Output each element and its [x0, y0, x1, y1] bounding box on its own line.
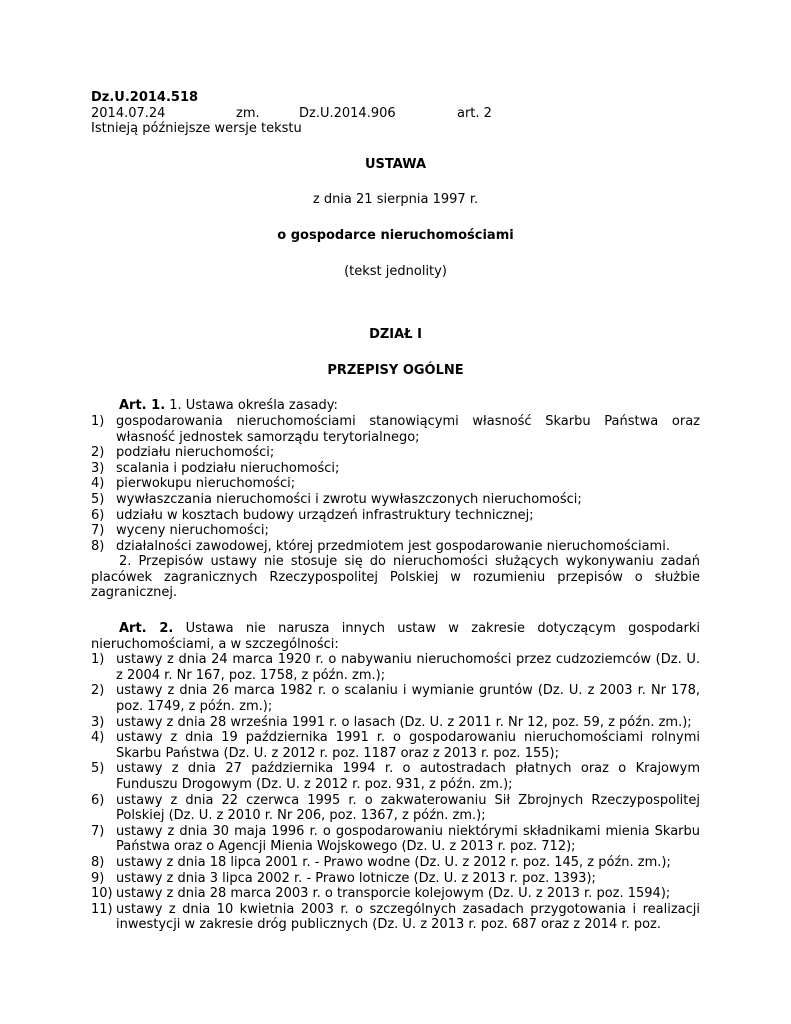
list-item [91, 461, 700, 477]
list-item [91, 730, 700, 761]
list-item [91, 652, 700, 683]
list-item-text: scalania i podziału nieruchomości; [116, 460, 340, 476]
doc-id: Dz.U.2014.518 [91, 90, 199, 105]
list-item [91, 715, 700, 731]
article-1-label: Art. 1. [119, 398, 166, 414]
article-2-list [91, 652, 700, 933]
list-item-text: ustawy z dnia 30 maja 1996 r. o gospodarowaniu niektórymi składnikami mienia Skarbu Państwa oraz o Agencji Mienia Wojskowego (Dz. U. z 2013 r. poz. 712); [116, 823, 700, 855]
section-name: DZIAŁ I [369, 327, 422, 343]
act-type: USTAWA [364, 156, 427, 172]
list-item [91, 508, 700, 524]
list-item-number: 2) [91, 445, 105, 461]
list-item-text: ustawy z dnia 28 marca 2003 r. o transporcie kolejowym (Dz. U. z 2013 r. poz. 1594); [116, 886, 671, 902]
article-2 [91, 621, 700, 933]
list-item-number: 9) [91, 870, 105, 886]
list-item-text: ustawy z dnia 3 lipca 2002 r. - Prawo lotnicze (Dz. U. z 2013 r. poz. 1393); [116, 870, 596, 886]
list-item-number: 5) [91, 761, 105, 777]
list-item-number: 4) [91, 730, 105, 746]
meta-change-ref[interactable]: Dz.U.2014.906 [299, 105, 396, 121]
meta-date: 2014.07.24 [91, 105, 166, 121]
list-item-text: ustawy z dnia 26 marca 1982 r. o scalaniu i wymianie gruntów (Dz. U. z 2003 r. Nr 178, poz. 1749, z późn. zm.); [116, 683, 700, 715]
article-1-intro-text: 1. Ustawa określa zasady: [165, 398, 338, 414]
act-date: z dnia 21 sierpnia 1997 r. [312, 192, 479, 208]
list-item-number: 11) [91, 901, 113, 917]
list-item-text: ustawy z dnia 19 października 1991 r. o gospodarowaniu nieruchomościami rolnymi Skarbu Państwa (Dz. U. z 2012 r. poz. 1187 oraz z 2013 r. poz. 155); [116, 730, 700, 761]
list-item-number: 7) [91, 823, 105, 839]
list-item [91, 793, 700, 824]
list-item [91, 855, 700, 871]
list-item [91, 445, 700, 461]
list-item-text: wywłaszczania nieruchomości i zwrotu wywłaszczonych nieruchomości; [116, 491, 582, 507]
act-title: o gospodarce nieruchomościami [277, 227, 514, 243]
versions-note[interactable]: Istnieją późniejsze wersje tekstu [91, 121, 302, 137]
list-item-number: 6) [91, 792, 105, 808]
list-item-text: ustawy z dnia 27 października 1994 r. o autostradach płatnych oraz o Krajowym Funduszu Drogowym (Dz. U. z 2012 r. poz. 931, z późn. zm.); [116, 761, 700, 792]
list-item-text: wyceny nieruchomości; [116, 523, 269, 539]
list-item-number: 2) [91, 683, 105, 699]
article-2-label: Art. 2. [119, 621, 174, 637]
list-item [91, 476, 700, 492]
list-item-number: 6) [91, 507, 105, 523]
article-2-intro [91, 621, 700, 652]
list-item [91, 539, 700, 555]
act-subtitle: (tekst jednolity) [344, 263, 447, 279]
list-item-text: ustawy z dnia 28 września 1991 r. o lasach (Dz. U. z 2011 r. Nr 12, poz. 59, z późn. zm.); [116, 714, 692, 730]
list-item-number: 3) [91, 714, 105, 730]
list-item [91, 523, 700, 539]
list-item-text: gospodarowania nieruchomościami stanowiącymi własność Skarbu Państwa oraz własność jednostek samorządu terytorialnego; [116, 413, 700, 445]
list-item [91, 683, 700, 714]
list-item-text: ustawy z dnia 24 marca 1920 r. o nabywaniu nieruchomości przez cudzoziemców (Dz. U. z 2004 r. Nr 167, poz. 1758, z późn. zm.); [116, 652, 700, 683]
list-item-text: ustawy z dnia 22 czerwca 1995 r. o zakwaterowaniu Sił Zbrojnych Rzeczypospolitej Polskiej (Dz. U. z 2010 r. Nr 206, poz. 1367, z późn. zm.); [116, 792, 700, 824]
list-item-text: działalności zawodowej, której przedmiotem jest gospodarowanie nieruchomościami. [116, 538, 670, 554]
article-2-intro-text: Ustawa nie narusza innych ustaw w zakresie dotyczącym gospodarki nieruchomościami, a w szczególności: [91, 621, 700, 652]
doc-meta-row [91, 106, 700, 122]
article-1 [91, 398, 700, 601]
list-item-text: ustawy z dnia 10 kwietnia 2003 r. o szczególnych zasadach przygotowania i realizacji inwestycji w zakresie dróg publicznych (Dz. U. z 2013 r. poz. 687 oraz z 2014 r. poz. [116, 901, 700, 933]
list-item-number: 7) [91, 523, 105, 539]
list-item-number: 1) [91, 413, 105, 429]
list-item [91, 761, 700, 792]
list-item-number: 10) [91, 886, 113, 902]
section-title: PRZEPISY OGÓLNE [327, 362, 464, 378]
article-1-list [91, 414, 700, 554]
list-item [91, 871, 700, 887]
list-item [91, 886, 700, 902]
list-item [91, 902, 700, 933]
article-1-intro [91, 398, 700, 414]
list-item-number: 5) [91, 491, 105, 507]
list-item-text: pierwokupu nieruchomości; [116, 476, 296, 492]
list-item-number: 1) [91, 652, 105, 668]
list-item-number: 8) [91, 538, 105, 554]
document-page [91, 90, 700, 933]
list-item-number: 3) [91, 460, 105, 476]
list-item-text: ustawy z dnia 18 lipca 2001 r. - Prawo wodne (Dz. U. z 2012 r. poz. 145, z późn. zm.); [116, 854, 671, 870]
meta-change-type: zm. [236, 105, 260, 121]
list-item-text: podziału nieruchomości; [116, 445, 275, 461]
article-1-paragraph-2: 2. Przepisów ustawy nie stosuje się do nieruchomości służących wykonywaniu zadań placówek zagranicznych Rzeczypospolitej Polskiej w rozumieniu przepisów o służbie zagranicznej. [91, 554, 700, 601]
meta-article: art. 2 [457, 105, 492, 121]
list-item [91, 492, 700, 508]
list-item-number: 4) [91, 476, 105, 492]
list-item [91, 414, 700, 445]
list-item-number: 8) [91, 854, 105, 870]
list-item-text: udziału w kosztach budowy urządzeń infrastruktury technicznej; [116, 507, 534, 523]
list-item [91, 824, 700, 855]
